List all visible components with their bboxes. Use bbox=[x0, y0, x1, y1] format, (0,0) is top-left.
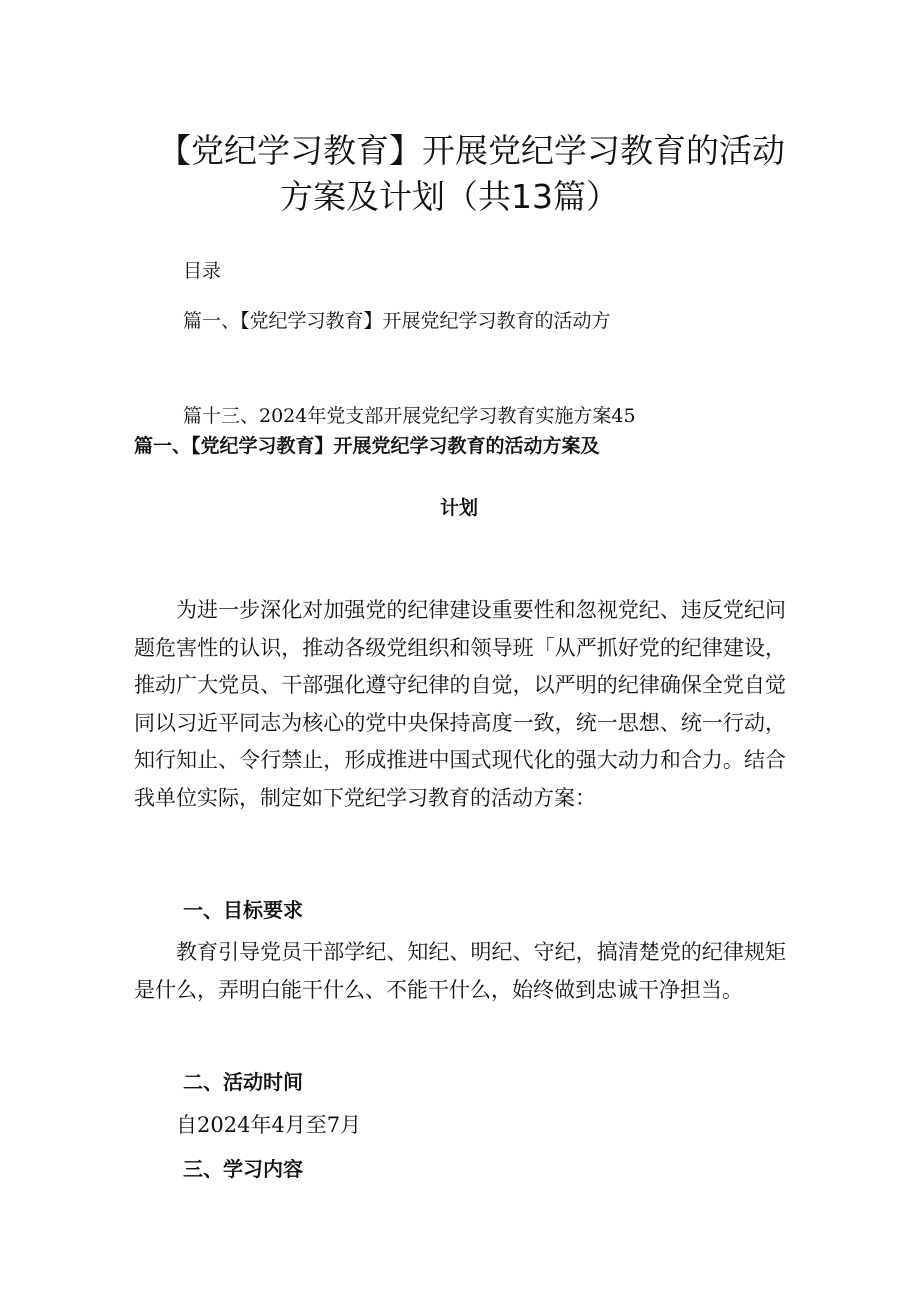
document-title-line-1: 【党纪学习教育】开展党纪学习教育的活动 bbox=[158, 131, 785, 170]
document-title-line-2: 方案及计划（共13篇） bbox=[280, 177, 619, 216]
section-title-line-2: 计划 bbox=[440, 497, 479, 519]
intro-paragraph: 为进一步深化对加强党的纪律建设重要性和忽视党纪、违反党纪问题危害性的认识，推动各级党组织和领导班「从严抓好党的纪律建设，推动广大党员、干部强化遵守纪律的自觉，以严明的纪律确保全党自觉同以习近平同志为核心的党中央保持高度一致，统一思想、统一行动，知行知止、令行禁止，形成推进中国式现代化的强大动力和合力。结合我单位实际，制定如下党纪学习教育的活动方案： bbox=[134, 598, 786, 810]
toc-label: 目录 bbox=[183, 260, 222, 282]
heading-activity-time: 二、活动时间 bbox=[183, 1070, 303, 1094]
goals-paragraph: 教育引导党员干部学纪、知纪、明纪、守纪，搞清楚党的纪律规矩是什么，弄明白能干什么、不能干什么，始终做到忠诚干净担当。 bbox=[134, 940, 786, 1002]
heading-study-content: 三、学习内容 bbox=[183, 1157, 303, 1181]
toc-item-1[interactable]: 篇一、【党纪学习教育】开展党纪学习教育的活动方 bbox=[183, 310, 611, 332]
heading-goals: 一、目标要求 bbox=[183, 898, 303, 922]
toc-item-13[interactable]: 篇十三、2024年党支部开展党纪学习教育实施方案45 bbox=[183, 405, 636, 427]
section-title-line-1: 篇一、【党纪学习教育】开展党纪学习教育的活动方案及 bbox=[134, 435, 600, 457]
activity-time-paragraph: 自2024年4月至7月 bbox=[176, 1113, 362, 1137]
